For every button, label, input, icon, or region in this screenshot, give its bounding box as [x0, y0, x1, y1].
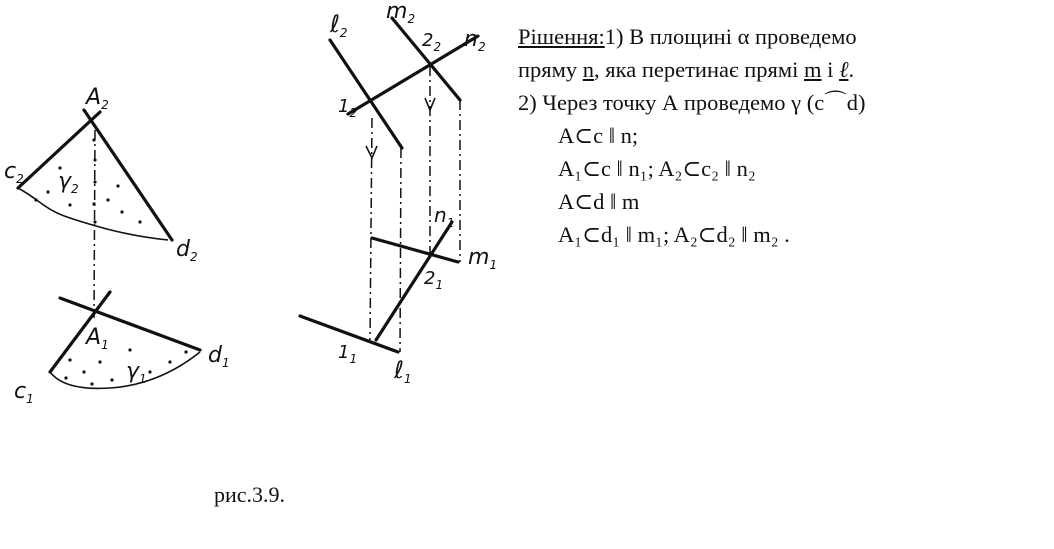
label-point-1-2: $1_2$ — [338, 96, 358, 120]
line-d2 — [84, 110, 172, 240]
label-m1: $m_1$ — [468, 245, 498, 272]
label-l2: ℓ$_2$ — [330, 10, 348, 40]
line-n2 — [348, 36, 478, 114]
arrow-2 — [425, 98, 435, 110]
label-c1: $c_1$ — [14, 379, 34, 406]
label-A1: $A_1$ — [86, 325, 109, 352]
label-point-1-1: $1_1$ — [338, 342, 358, 366]
label-l1: ℓ$_1$ — [394, 356, 412, 386]
link-1-2-to-1-1 — [370, 118, 372, 340]
label-A2: $A_2$ — [86, 85, 109, 112]
solution-line-5: A₁⊂c ǁ n₁; A₂⊂c₂ ǁ n₂ — [558, 156, 756, 181]
label-gamma1: $\gamma_1$ — [126, 359, 147, 386]
label-point-2-1: $2_1$ — [424, 268, 444, 292]
label-c2: $c_2$ — [4, 159, 24, 186]
solution-line-7: A₁⊂d₁ ǁ m₁; A₂⊂d₂ ǁ m₂ . — [558, 222, 790, 247]
line-d1 — [60, 298, 200, 350]
solution-line-4: A⊂c ǁ n; — [558, 123, 639, 148]
gamma-plane-figure — [4, 85, 230, 406]
solution-line-2: пряму n, яка перетинає прямі m і ℓ. — [518, 57, 855, 82]
label-d2: $d_2$ — [176, 237, 198, 264]
label-n1: $n_1$ — [434, 203, 455, 230]
label-gamma2: $\gamma_2$ — [58, 169, 79, 196]
solution-line-6: A⊂d ǁ m — [558, 189, 640, 214]
line-m1 — [372, 238, 458, 262]
lmn-figure — [300, 0, 497, 386]
solution-line-3: 2) Через точку А проведемо γ (c⌒d) — [518, 90, 866, 115]
label-point-2-2: $2_2$ — [422, 30, 442, 54]
label-d1: $d_1$ — [208, 343, 230, 370]
link-l2-to-l1 — [400, 148, 401, 352]
solution-line-1: Рішення:1) В площині α проведемо — [518, 24, 857, 49]
link-A2-A1 — [94, 130, 95, 318]
label-n2: $n_2$ — [464, 27, 486, 54]
figure-caption: рис.3.9. — [214, 482, 286, 507]
gamma1-fill-boundary — [50, 352, 200, 388]
gamma2-fill-boundary — [18, 188, 168, 240]
gamma2-dots — [34, 138, 141, 223]
label-m2: $m_2$ — [386, 0, 416, 26]
line-l2 — [330, 40, 402, 148]
solution-text — [518, 20, 865, 251]
solution-heading: Рішення: — [518, 24, 605, 49]
